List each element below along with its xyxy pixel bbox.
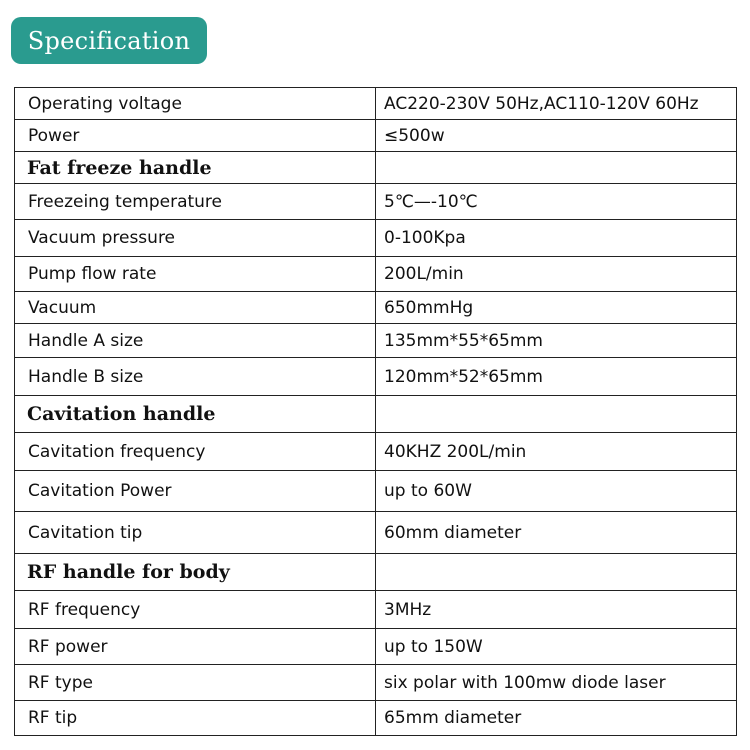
- spec-row: [15, 292, 737, 324]
- spec-row: [15, 701, 737, 736]
- spec-value: 3MHz: [376, 591, 737, 629]
- spec-label: Operating voltage: [15, 88, 376, 120]
- spec-row: [15, 324, 737, 358]
- spec-value: 650mmHg: [376, 292, 737, 324]
- spec-row: [15, 257, 737, 292]
- spec-label: Handle B size: [15, 358, 376, 396]
- spec-label: RF power: [15, 629, 376, 665]
- spec-table-body: [15, 88, 737, 736]
- spec-label: Power: [15, 120, 376, 152]
- spec-value: 0-100Kpa: [376, 220, 737, 257]
- spec-value: 40KHZ 200L/min: [376, 433, 737, 471]
- spec-row: [15, 120, 737, 152]
- spec-row: [15, 512, 737, 554]
- spec-value: 200L/min: [376, 257, 737, 292]
- spec-label: Vacuum: [15, 292, 376, 324]
- spec-row: [15, 220, 737, 257]
- spec-row: [15, 88, 737, 120]
- spec-label: Cavitation Power: [15, 471, 376, 512]
- spec-value: 120mm*52*65mm: [376, 358, 737, 396]
- section-title: RF handle for body: [15, 554, 376, 591]
- spec-row: [15, 184, 737, 220]
- spec-label: Pump flow rate: [15, 257, 376, 292]
- spec-label: Freezeing temperature: [15, 184, 376, 220]
- spec-value: [376, 152, 737, 184]
- spec-label: RF tip: [15, 701, 376, 736]
- spec-table: [14, 87, 737, 736]
- spec-value: six polar with 100mw diode laser: [376, 665, 737, 701]
- spec-label: RF frequency: [15, 591, 376, 629]
- section-header-row: [15, 396, 737, 433]
- spec-value: [376, 396, 737, 433]
- spec-value: [376, 554, 737, 591]
- section-title: Cavitation handle: [15, 396, 376, 433]
- spec-value: AC220-230V 50Hz,AC110-120V 60Hz: [376, 88, 737, 120]
- spec-row: [15, 358, 737, 396]
- spec-row: [15, 433, 737, 471]
- spec-row: [15, 591, 737, 629]
- spec-label: Handle A size: [15, 324, 376, 358]
- spec-row: [15, 665, 737, 701]
- section-title: Fat freeze handle: [15, 152, 376, 184]
- spec-label: RF type: [15, 665, 376, 701]
- spec-label: Vacuum pressure: [15, 220, 376, 257]
- spec-row: [15, 471, 737, 512]
- spec-row: [15, 629, 737, 665]
- spec-value: 65mm diameter: [376, 701, 737, 736]
- spec-value: 5℃—-10℃: [376, 184, 737, 220]
- section-header-row: [15, 554, 737, 591]
- section-header-row: [15, 152, 737, 184]
- spec-value: up to 150W: [376, 629, 737, 665]
- spec-value: 135mm*55*65mm: [376, 324, 737, 358]
- spec-value: ≤500w: [376, 120, 737, 152]
- spec-value: 60mm diameter: [376, 512, 737, 554]
- spec-label: Cavitation tip: [15, 512, 376, 554]
- spec-label: Cavitation frequency: [15, 433, 376, 471]
- specification-badge: Specification: [11, 17, 207, 64]
- spec-value: up to 60W: [376, 471, 737, 512]
